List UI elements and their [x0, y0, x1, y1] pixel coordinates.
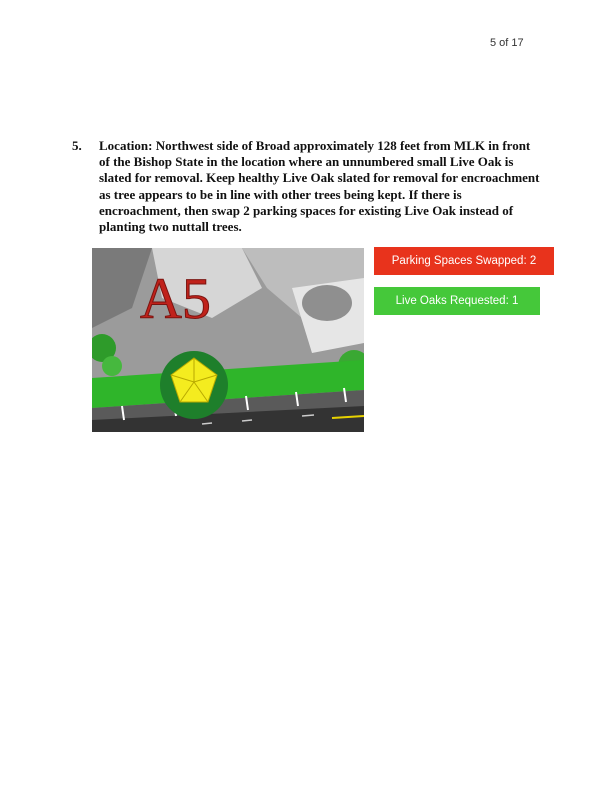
rooftop-feature: [302, 285, 352, 321]
road-marking: [242, 420, 252, 421]
parking-spaces-swapped-badge: Parking Spaces Swapped: 2: [374, 247, 554, 275]
map-label: A5: [140, 266, 211, 331]
item-number: 5.: [72, 138, 82, 153]
live-oaks-requested-badge: Live Oaks Requested: 1: [374, 287, 540, 315]
aerial-site-map: [92, 248, 364, 432]
road-marking: [302, 415, 314, 416]
item-description: Location: Northwest side of Broad approximately 128 feet from MLK in front of the Bishop State in the location where an unnumbered small Live Oak is slated for removal. Keep healthy Live Oak slated for removal for encroachment as tree appears to be in line with other trees being kept. If there is encroachment, then swap 2 parking spaces for existing Live Oak instead of planting two nuttall trees.: [99, 138, 540, 235]
location-item: [72, 138, 542, 235]
aerial-map-graphic: [92, 248, 364, 432]
road-marking: [202, 423, 212, 424]
page-number: 5 of 17: [490, 37, 524, 49]
tree-canopy-left-small: [102, 356, 122, 376]
